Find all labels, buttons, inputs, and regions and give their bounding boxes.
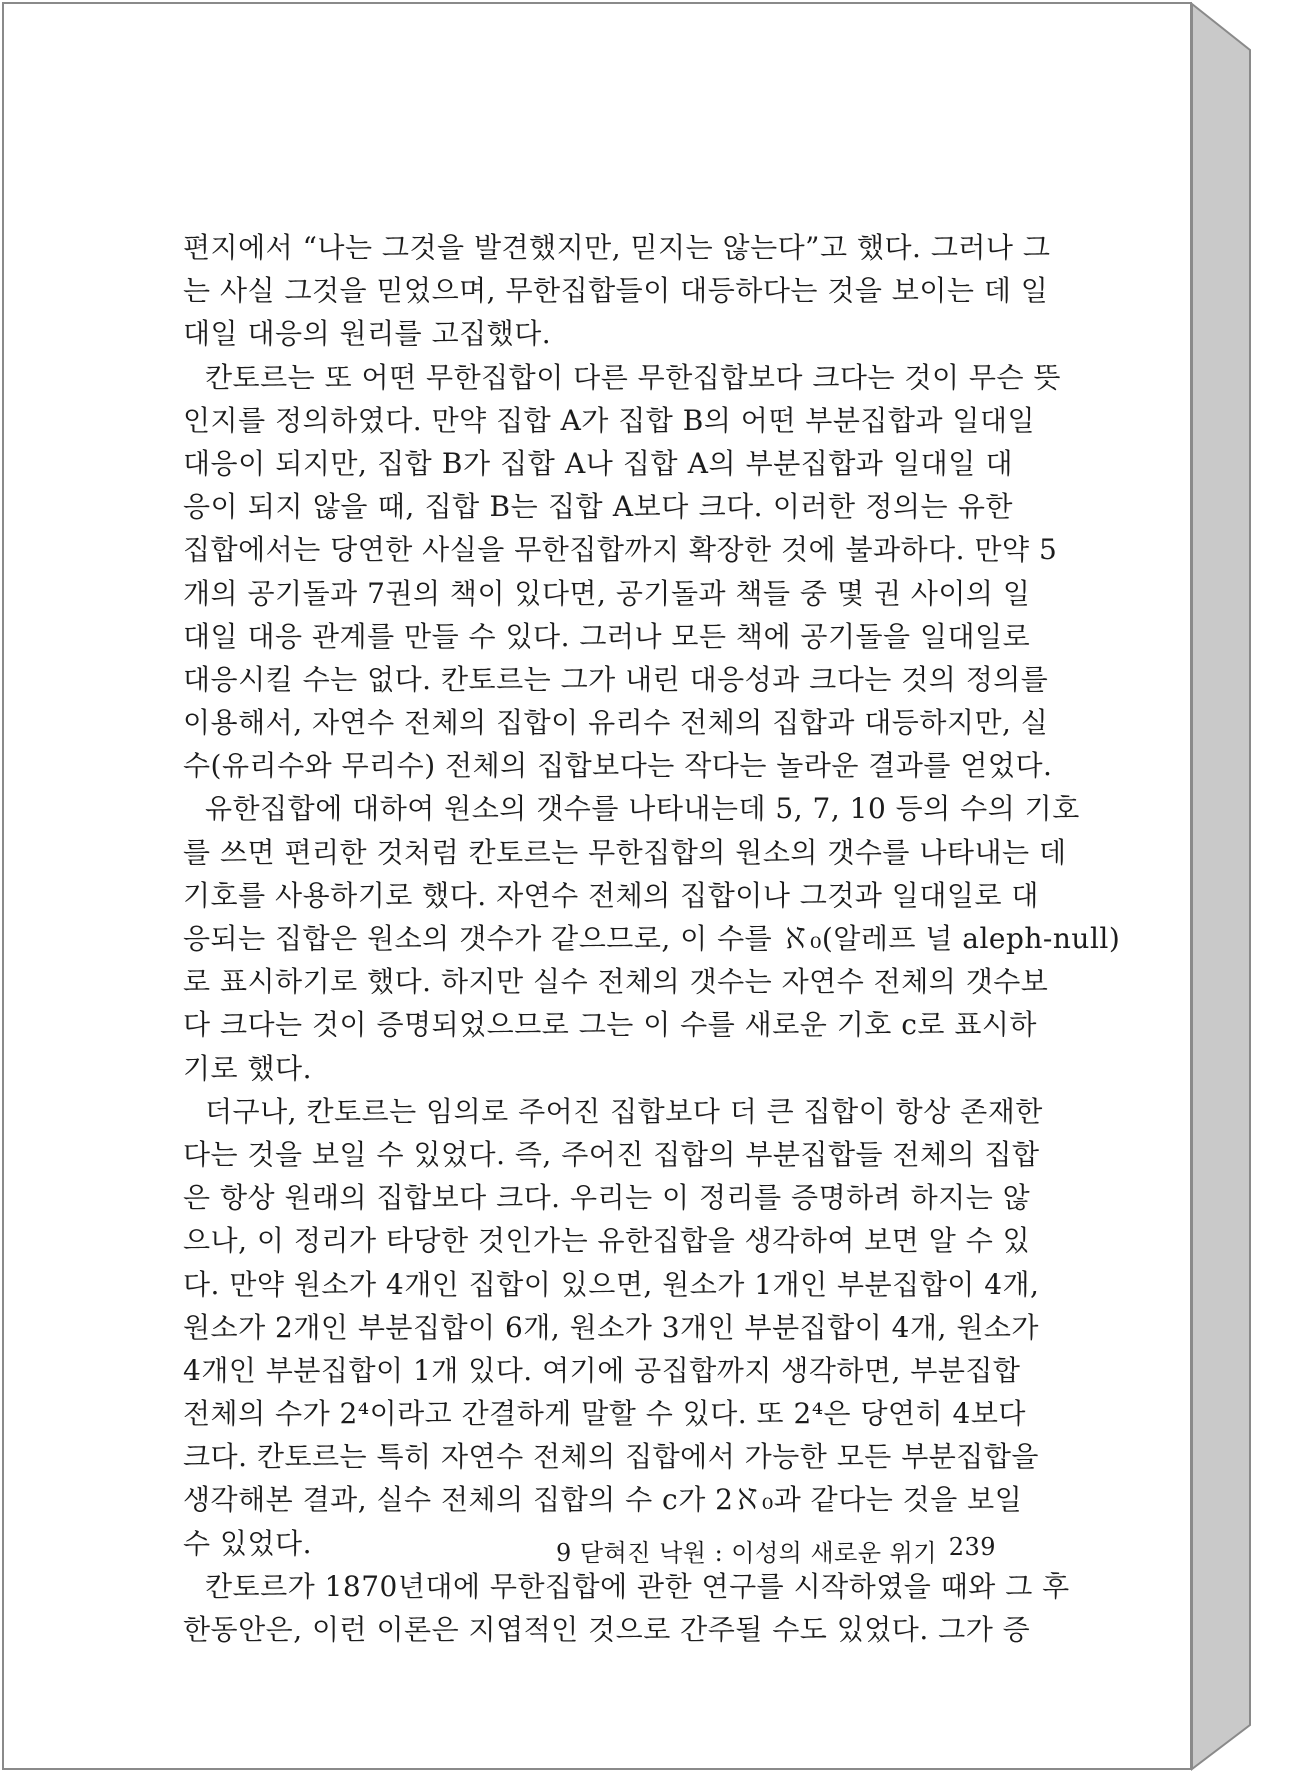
- text-line-content: 더구나, 칸토르는 임의로 주어진 집합보다 더 큰 집합이 항상 존재한: [205, 1094, 1043, 1128]
- text-line: [183, 1392, 1026, 1435]
- text-line-content: 칸토르는 또 어떤 무한집합이 다른 무한집합보다 크다는 것이 무슨 뜻: [205, 360, 1061, 394]
- text-line-content: 기호를 사용하기로 했다. 자연수 전체의 집합이나 그것과 일대일로 대: [183, 878, 1039, 912]
- text-line: [183, 1306, 1039, 1349]
- text-line-content: 수 있었다.: [183, 1526, 312, 1560]
- text-line-content: 수(유리수와 무리수) 전체의 집합보다는 작다는 놀라운 결과를 얻었다.: [183, 749, 1053, 783]
- text-line: [183, 528, 1058, 571]
- text-line: [183, 1047, 1013, 1090]
- text-line: [183, 399, 1036, 442]
- text-line: [183, 1003, 1037, 1046]
- text-line-content: 전체의 수가 2⁴이라고 간결하게 말할 수 있다. 또 2⁴은 당연히 4보다: [183, 1397, 1026, 1431]
- text-line-content: 크다. 칸토르는 특히 자연수 전체의 집합에서 가능한 모든 부분집합을: [183, 1440, 1039, 1474]
- text-line-content: 편지에서 “나는 그것을 발견했지만, 믿지는 않는다”고 했다. 그러나 그: [183, 231, 1051, 264]
- text-line-content: 응되는 집합은 원소의 갯수가 같으므로, 이 수를 ℵ₀(알레프 널 aleph-null): [183, 922, 1121, 955]
- text-line-content: 으나, 이 정리가 타당한 것인가는 유한집합을 생각하여 보면 알 수 있: [183, 1224, 1031, 1258]
- text-line: [183, 831, 1067, 874]
- text-line-content: 집합에서는 당연한 사실을 무한집합까지 확장한 것에 불과하다. 만약 5: [183, 533, 1058, 567]
- text-line-content: 를 쓰면 편리한 것처럼 칸토르는 무한집합의 원소의 갯수를 나타내는 데: [183, 835, 1067, 869]
- text-line: [183, 485, 1013, 528]
- text-line-content: 응이 되지 않을 때, 집합 B는 집합 A보다 크다. 이러한 정의는 유한: [183, 490, 1013, 524]
- text-line-content: 한동안은, 이런 이론은 지엽적인 것으로 간주될 수도 있었다. 그가 증: [183, 1613, 1031, 1646]
- text-line-content: 대응이 되지만, 집합 B가 집합 A나 집합 A의 부분집합과 일대일 대: [183, 446, 1013, 480]
- text-line-content: 로 표시하기로 했다. 하지만 실수 전체의 갯수는 자연수 전체의 갯수보: [183, 965, 1049, 999]
- text-line: [183, 1263, 1040, 1306]
- text-line: [183, 874, 1039, 917]
- text-line-content: 원소가 2개인 부분집합이 6개, 원소가 3개인 부분집합이 4개, 원소가: [183, 1310, 1039, 1344]
- text-line: [183, 1176, 1031, 1219]
- text-line-content: 생각해본 결과, 실수 전체의 집합의 수 c가 2ℵ₀과 같다는 것을 보일: [183, 1483, 1023, 1517]
- text-line: [183, 356, 1061, 399]
- text-line-content: 칸토르가 1870년대에 무한집합에 관한 연구를 시작하였을 때와 그 후: [205, 1569, 1070, 1603]
- text-line-content: 는 사실 그것을 믿었으며, 무한집합들이 대등하다는 것을 보이는 데 일: [183, 274, 1049, 308]
- text-line-content: 이용해서, 자연수 전체의 집합이 유리수 전체의 집합과 대등하지만, 실: [183, 706, 1049, 740]
- text-line: [183, 572, 1031, 615]
- body-text: [183, 226, 1121, 1651]
- text-line-content: 인지를 정의하였다. 만약 집합 A가 집합 B의 어떤 부분집합과 일대일: [183, 403, 1036, 437]
- text-line: [183, 1349, 1021, 1392]
- text-line: [183, 960, 1049, 1003]
- text-line-content: 다. 만약 원소가 4개인 집합이 있으면, 원소가 1개인 부분집합이 4개,: [183, 1267, 1040, 1301]
- text-line-content: 다는 것을 보일 수 있었다. 즉, 주어진 집합의 부분집합들 전체의 집합: [183, 1137, 1040, 1171]
- text-line: [183, 1478, 1023, 1521]
- text-line-content: 개의 공기돌과 7권의 책이 있다면, 공기돌과 책들 중 몇 권 사이의 일: [183, 576, 1031, 610]
- text-line-content: 은 항상 원래의 집합보다 크다. 우리는 이 정리를 증명하려 하지는 않: [183, 1181, 1031, 1215]
- text-line-content: 기로 했다.: [183, 1051, 312, 1085]
- text-line: [183, 615, 1031, 658]
- text-line: [183, 787, 1080, 830]
- text-line: [183, 1435, 1039, 1478]
- text-line: [183, 312, 1013, 355]
- page-footer: [556, 1533, 996, 1568]
- text-line-content: 4개인 부분집합이 1개 있다. 여기에 공집합까지 생각하면, 부분집합: [183, 1353, 1021, 1387]
- text-line-content: 다 크다는 것이 증명되었으므로 그는 이 수를 새로운 기호 c로 표시하: [183, 1008, 1037, 1042]
- text-line: [183, 701, 1049, 744]
- page-number: 239: [948, 1533, 996, 1561]
- text-line: [183, 917, 1121, 960]
- text-line: [183, 1133, 1040, 1176]
- text-line: [183, 744, 1053, 787]
- text-line: [183, 442, 1013, 485]
- text-line-content: 유한집합에 대하여 원소의 갯수를 나타내는데 5, 7, 10 등의 수의 기호: [205, 792, 1080, 826]
- text-line: [183, 226, 1051, 269]
- running-head: 9 닫혀진 낙원 : 이성의 새로운 위기: [556, 1539, 938, 1567]
- text-line: [183, 1608, 1031, 1651]
- text-line: [183, 658, 1049, 701]
- text-line-content: 대응시킬 수는 없다. 칸토르는 그가 내린 대응성과 크다는 것의 정의를: [183, 662, 1049, 696]
- text-line: [183, 269, 1049, 312]
- text-line-content: 대일 대응의 원리를 고집했다.: [183, 317, 552, 351]
- text-line-content: 대일 대응 관계를 만들 수 있다. 그러나 모든 책에 공기돌을 일대일로: [183, 619, 1031, 653]
- text-line: [183, 1565, 1070, 1608]
- text-line: [183, 1090, 1043, 1133]
- text-line: [183, 1219, 1031, 1262]
